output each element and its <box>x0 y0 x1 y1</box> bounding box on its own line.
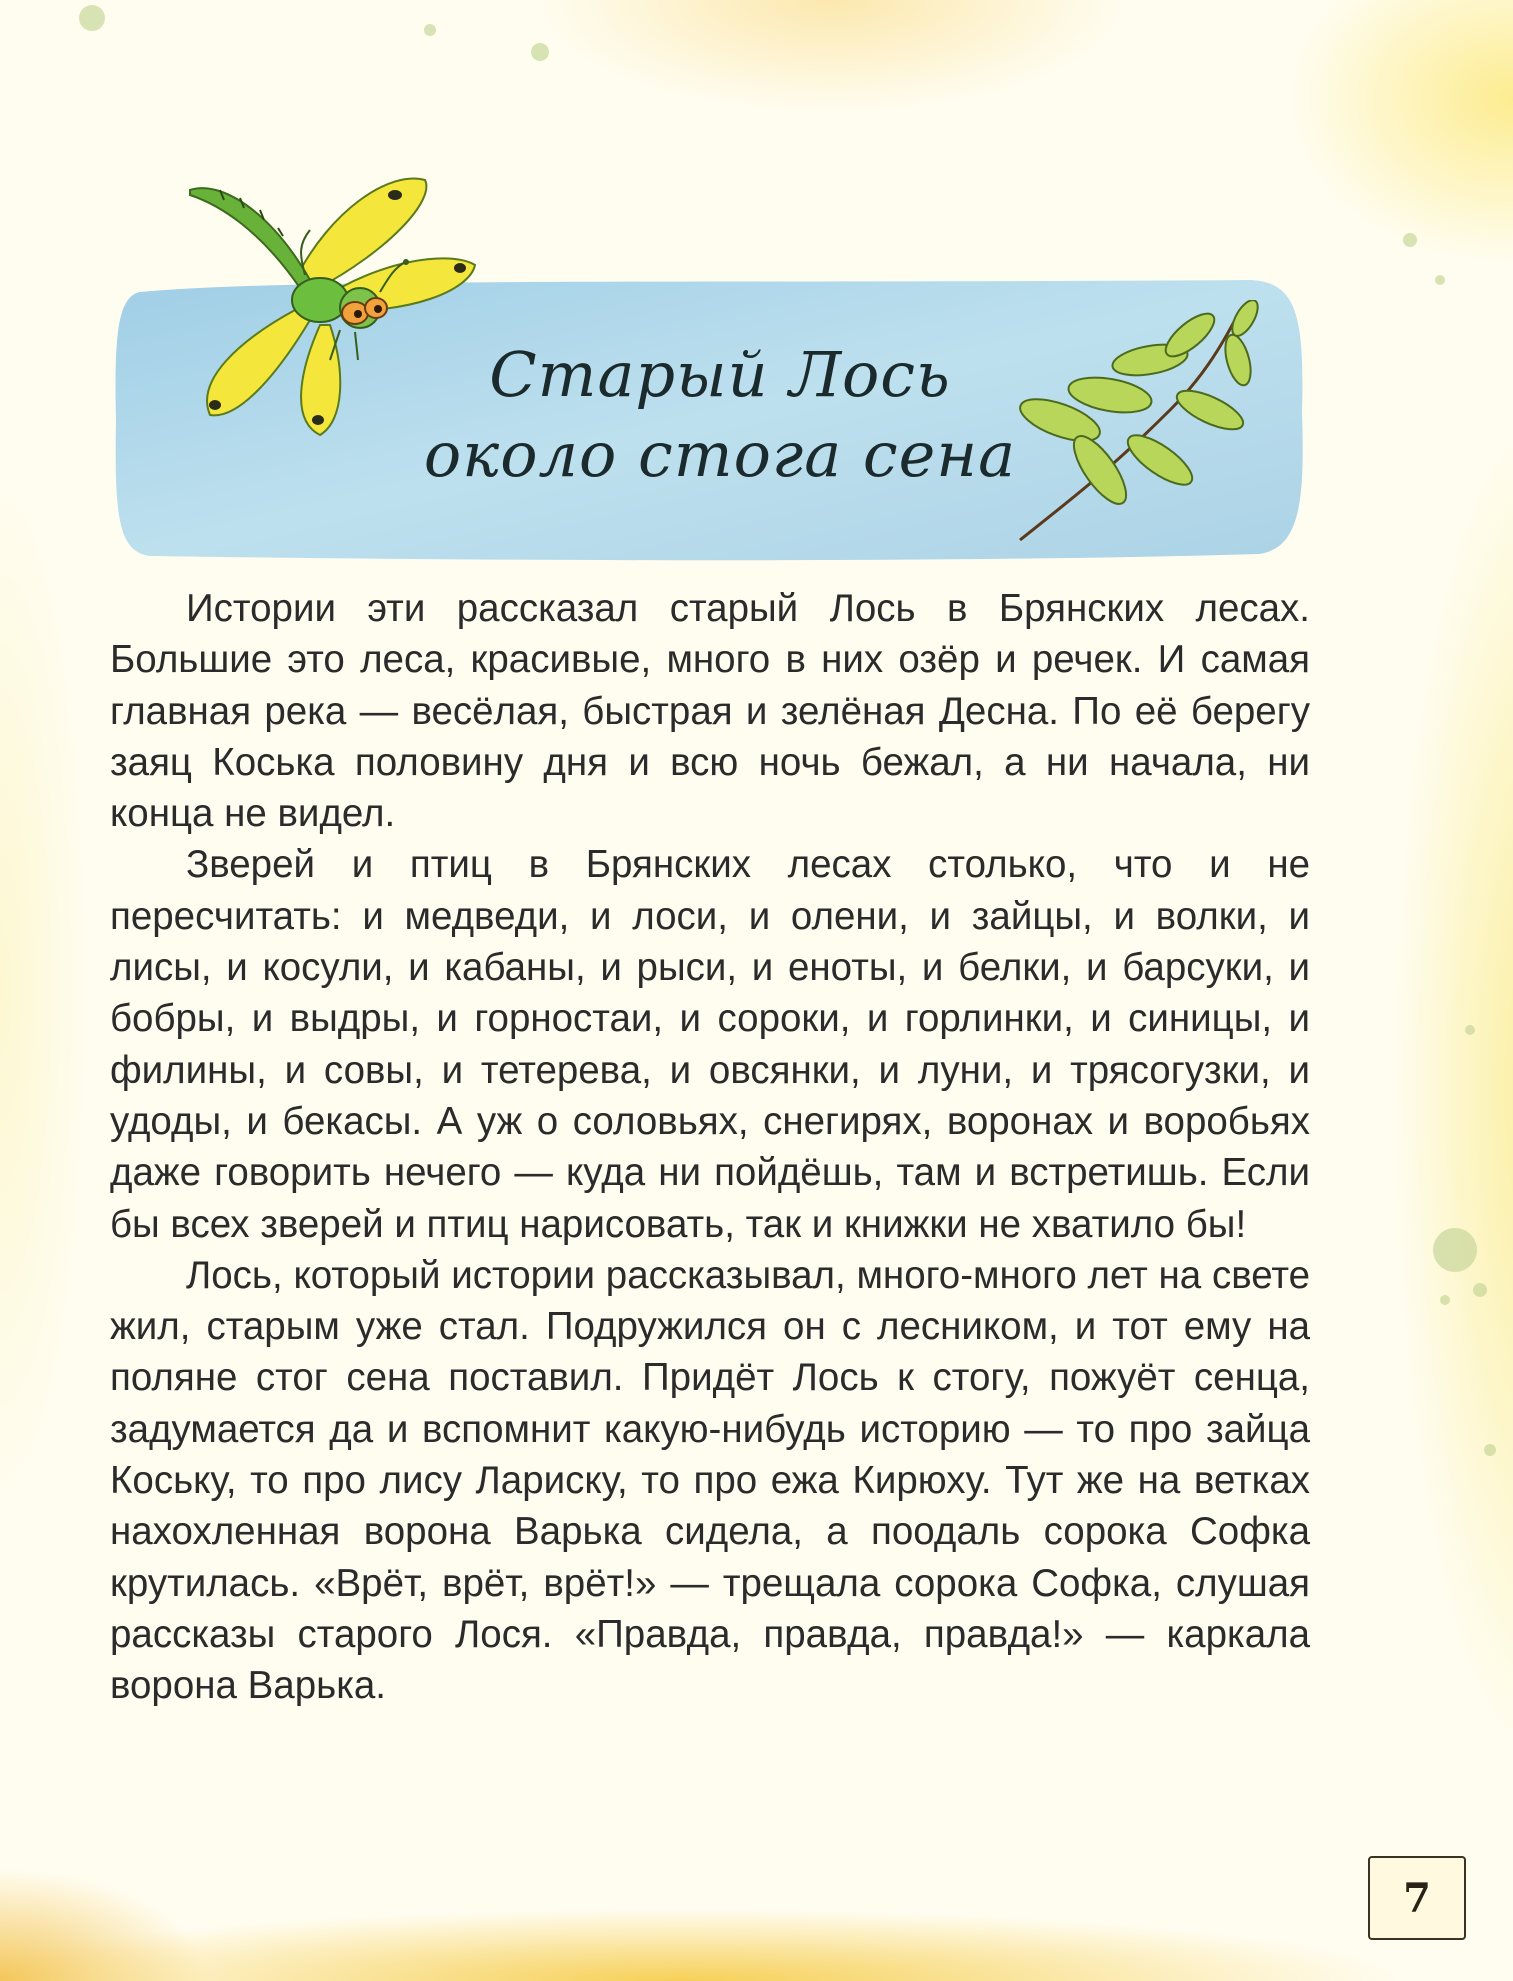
title-line-2: около стога сена <box>423 418 1017 491</box>
page-number: 7 <box>1368 1856 1466 1940</box>
paragraph-2: Зверей и птиц в Брянских лесах столько, что и не пересчитать: и медведи, и лоси, и олени, и зайцы, и волки, и лисы, и косули, и кабаны, и рыси, и еноты, и белки, и барсуки, и бобры, и выдры, и горностаи, и сороки, и горлинки, и синицы, и филины, и совы, и тетерева, и овсянки, и луни, и трясогузки, и удоды, и бекасы. А уж о соловьях, снегирях, воронах и воробьях даже говорить нечего — куда ни пойдёшь, там и встретишь. Если бы всех зверей и птиц нарисовать, так и книжки не хватило бы! <box>110 843 1310 1246</box>
paragraph-1: Истории эти рассказал старый Лось в Брянских лесах. Большие это леса, красивые, много в них озёр и речек. И самая главная река — весёлая, быстрая и зелёная Десна. По её берегу заяц Коська половину дня и всю ночь бежал, а ни начала, ни конца не видел. <box>110 587 1310 836</box>
page-title <box>400 335 1040 495</box>
leaf-branch-illustration <box>1010 300 1270 550</box>
title-line-1: Старый Лось <box>489 338 951 411</box>
story-text <box>110 583 1310 1712</box>
paragraph-3: Лось, который истории рассказывал, много-много лет на свете жил, старым уже стал. Подружился он с лесником, и тот ему на поляне стог сена поставил. Придёт Лось к стогу, пожуёт сенца, задумается да и вспомнит какую-нибудь историю — то про зайца Коську, то про лису Лариску, то про ежа Кирюху. Тут же на ветках нахохленная ворона Варька сидела, а поодаль сорока Софка крутилась. «Врёт, врёт, врёт!» — трещала сорока Софка, слушая рассказы старого Лося. «Правда, правда, правда!» — каркала ворона Варька. <box>110 1253 1310 1708</box>
